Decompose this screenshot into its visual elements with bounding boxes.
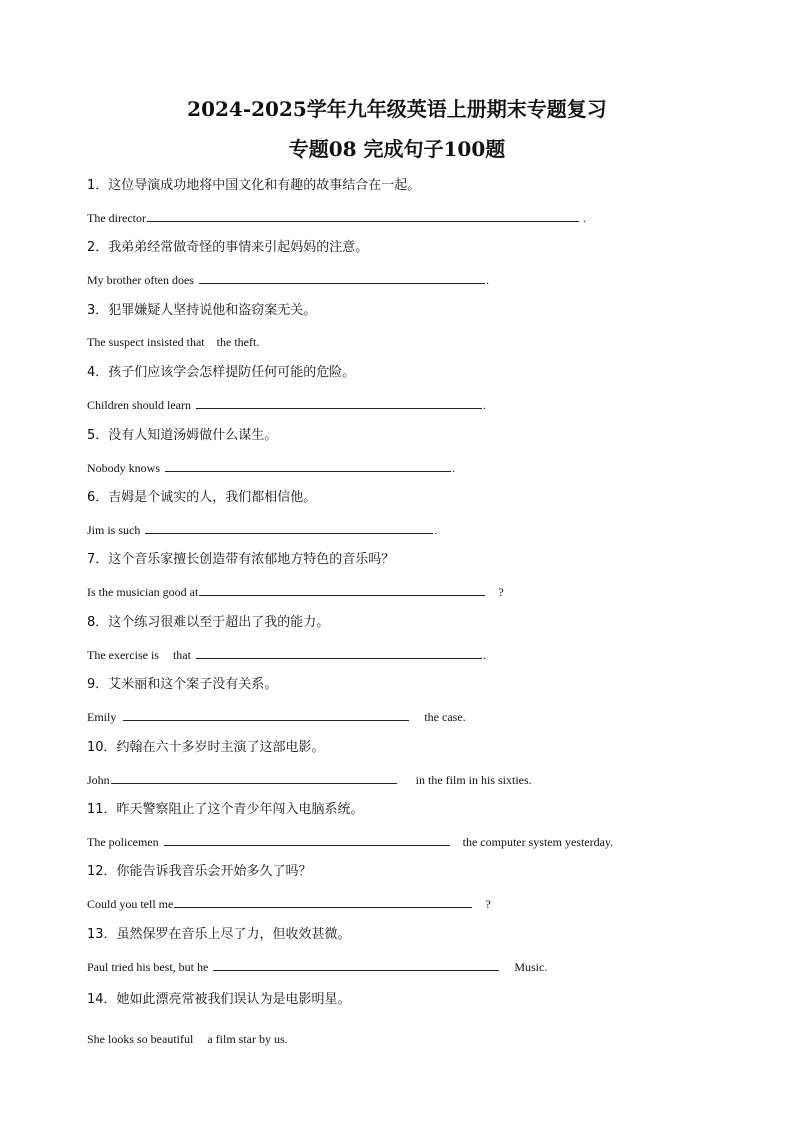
document-title: 2024-2025学年九年级英语上册期末专题复习 — [187, 97, 607, 121]
question-6-prompt: 6．吉姆是个诚实的人，我们都相信他。 — [87, 490, 317, 505]
question-13-post: Music. — [514, 960, 548, 974]
question-8-pre: The exercise is — [87, 648, 159, 662]
question-12-answer-line — [87, 894, 491, 913]
question-7-post: ? — [498, 585, 504, 599]
question-1-prompt: 1．这位导演成功地将中国文化和有趣的故事结合在一起。 — [87, 178, 421, 193]
question-8-prompt: 8．这个练习很难以至于超出了我的能力。 — [87, 615, 330, 630]
question-3-prompt: 3．犯罪嫌疑人坚持说他和盗窃案无关。 — [87, 303, 317, 318]
question-10-pre: John — [87, 773, 110, 787]
question-6-pre: Jim is such — [87, 523, 141, 537]
question-10-answer-line — [87, 770, 532, 789]
question-13-prompt: 13．虽然保罗在音乐上尽了力，但收效甚微。 — [87, 927, 351, 942]
question-2-pre: My brother often does — [87, 273, 194, 287]
question-4-prompt: 4．孩子们应该学会怎样提防任何可能的危险。 — [87, 365, 356, 380]
question-12-pre: Could you tell me — [87, 897, 174, 911]
question-1-blank[interactable] — [147, 208, 579, 222]
question-4-answer-line — [87, 395, 486, 414]
question-9-blank[interactable] — [123, 707, 409, 721]
question-7-prompt: 7．这个音乐家擅长创造带有浓郁地方特色的音乐吗？ — [87, 552, 395, 567]
question-5-pre: Nobody knows — [87, 461, 161, 475]
question-2-post: . — [485, 273, 489, 287]
question-1-pre: The director — [87, 211, 146, 225]
question-14-post: a film star by us. — [207, 1032, 288, 1046]
question-4-blank[interactable] — [196, 395, 482, 409]
question-3-answer-line — [87, 333, 259, 351]
question-8-post: . — [482, 648, 486, 662]
question-11-answer-line — [87, 832, 613, 851]
question-2-blank[interactable] — [199, 270, 485, 284]
question-5-prompt: 5．没有人知道汤姆做什么谋生。 — [87, 428, 278, 443]
question-5-blank[interactable] — [165, 458, 451, 472]
question-5-post: . — [452, 461, 456, 475]
question-11-blank[interactable] — [164, 832, 450, 846]
question-10-prompt: 10．约翰在六十多岁时主演了这部电影。 — [87, 740, 325, 755]
question-10-post: in the film in his sixties. — [415, 773, 532, 787]
question-14-pre: She looks so beautiful — [87, 1032, 194, 1046]
question-11-pre: The policemen — [87, 835, 159, 849]
question-13-blank[interactable] — [213, 957, 499, 971]
question-6-blank[interactable] — [145, 520, 433, 534]
question-3-post: the theft. — [216, 335, 260, 349]
question-11-prompt: 11．昨天警察阻止了这个青少年闯入电脑系统。 — [87, 802, 364, 817]
question-4-pre: Children should learn — [87, 398, 191, 412]
question-1-post: . — [582, 211, 586, 225]
question-10-blank[interactable] — [111, 770, 397, 784]
question-11-post: the computer system yesterday. — [462, 835, 614, 849]
question-13-answer-line — [87, 957, 547, 976]
document-subtitle: 专题08 完成句子100题 — [288, 137, 506, 161]
question-6-answer-line — [87, 520, 437, 539]
question-8-answer-line — [87, 645, 486, 664]
question-2-answer-line — [87, 270, 489, 289]
question-7-blank[interactable] — [199, 582, 485, 596]
question-9-post: the case. — [424, 710, 466, 724]
question-12-blank[interactable] — [174, 894, 472, 908]
question-12-prompt: 12．你能告诉我音乐会开始多久了吗？ — [87, 864, 312, 879]
question-4-post: . — [482, 398, 486, 412]
question-8-mid: that — [172, 648, 191, 662]
question-9-pre: Emily — [87, 710, 117, 724]
question-8-blank-2[interactable] — [196, 645, 482, 659]
question-2-prompt: 2．我弟弟经常做奇怪的事情来引起妈妈的注意。 — [87, 240, 369, 255]
question-9-prompt: 9．艾米丽和这个案子没有关系。 — [87, 677, 278, 692]
question-14-prompt: 14．她如此漂亮常被我们误认为是电影明星。 — [87, 992, 351, 1007]
question-6-post: . — [434, 523, 438, 537]
question-7-pre: Is the musician good at — [87, 585, 199, 599]
question-1-answer-line — [87, 208, 586, 227]
question-12-post: ? — [485, 897, 491, 911]
question-3-pre: The suspect insisted that — [87, 335, 205, 349]
question-5-answer-line — [87, 458, 455, 477]
question-9-answer-line — [87, 707, 466, 726]
question-13-pre: Paul tried his best, but he — [87, 960, 209, 974]
question-7-answer-line — [87, 582, 504, 601]
question-14-answer-line — [87, 1030, 288, 1048]
